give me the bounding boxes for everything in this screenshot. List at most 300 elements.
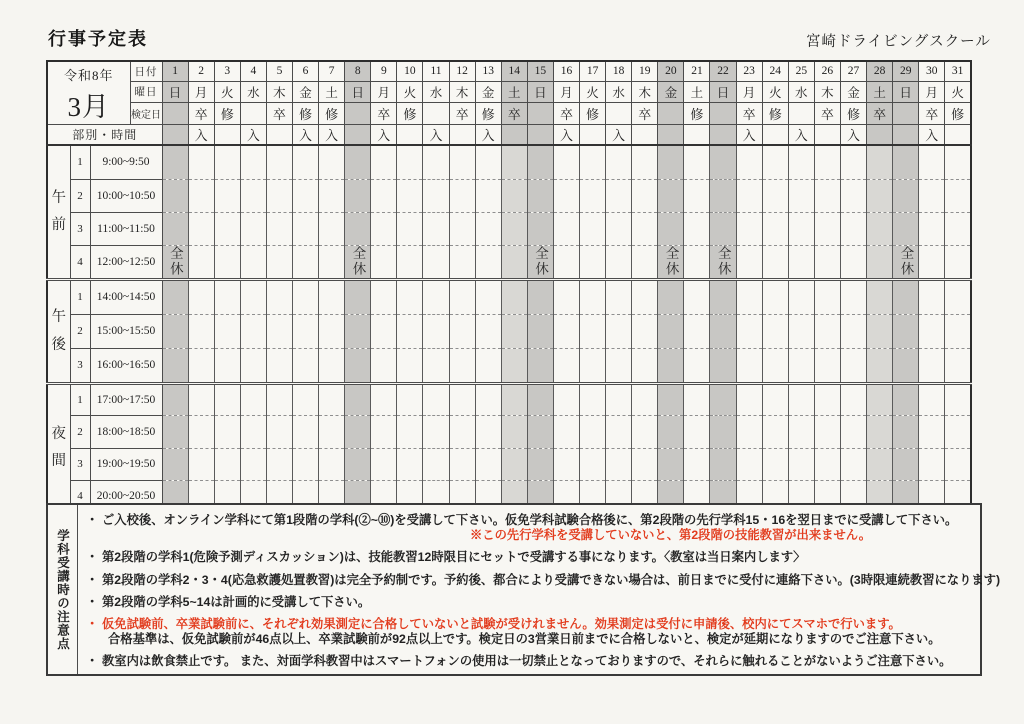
schedule-cell [658, 279, 684, 314]
schedule-cell [893, 314, 919, 348]
section-label: 午 後 [47, 279, 70, 383]
date-cell: 23 [736, 61, 762, 81]
entry-mark-cell [449, 125, 475, 146]
schedule-cell [919, 212, 945, 245]
schedule-cell [762, 314, 788, 348]
schedule-cell [240, 415, 266, 448]
weekday-cell: 金 [840, 81, 866, 102]
closed-all-day-label: 全休 [533, 245, 549, 277]
schedule-cell [945, 383, 971, 415]
schedule-cell [580, 415, 606, 448]
note-text: ご入校後、オンライン学科にて第1段階の学科(②~⑩)を受講して下さい。仮免学科試験合格後に、第2段階の先行学科15・16を翌日までに受講して下さい。 [102, 513, 958, 527]
schedule-cell [397, 279, 423, 314]
schedule-cell [188, 314, 214, 348]
schedule-cell [553, 279, 579, 314]
entry-mark-cell [814, 125, 840, 146]
schedule-cell [632, 145, 658, 179]
schedule-cell [527, 212, 553, 245]
date-cell: 18 [606, 61, 632, 81]
exam-mark-cell: 修 [397, 102, 423, 124]
schedule-cell [658, 245, 684, 279]
schedule-cell [371, 145, 397, 179]
schedule-cell [423, 314, 449, 348]
weekday-cell: 水 [606, 81, 632, 102]
note-text: 教室内は飲食禁止です。 また、対面学科教習中はスマートフォンの使用は一切禁止となっておりますので、それらに触れることがないようご注意下さい。 [102, 654, 952, 669]
schedule-cell [345, 179, 371, 212]
schedule-cell [893, 179, 919, 212]
schedule-cell [684, 415, 710, 448]
note-item [86, 617, 1000, 647]
weekday-cell: 金 [475, 81, 501, 102]
schedule-cell [919, 383, 945, 415]
exam-mark-cell [710, 102, 736, 124]
notes-side-label: 学科受講時の注意点 [48, 505, 78, 674]
schedule-cell [867, 279, 893, 314]
schedule-cell [814, 279, 840, 314]
schedule-cell [840, 348, 866, 383]
date-cell: 15 [527, 61, 553, 81]
exam-mark-cell: 修 [214, 102, 240, 124]
schedule-cell [553, 448, 579, 480]
schedule-cell [893, 279, 919, 314]
schedule-cell [371, 314, 397, 348]
weekday-cell: 土 [319, 81, 345, 102]
schedule-cell [449, 448, 475, 480]
schedule-cell [867, 383, 893, 415]
entry-mark-cell [397, 125, 423, 146]
entry-mark-cell: 入 [292, 125, 318, 146]
schedule-cell [371, 212, 397, 245]
schedule-cell [580, 348, 606, 383]
weekday-cell: 日 [345, 81, 371, 102]
schedule-cell [788, 383, 814, 415]
schedule-cell [867, 448, 893, 480]
schedule-cell [632, 245, 658, 279]
weekday-cell: 月 [553, 81, 579, 102]
note-text: 第2段階の学科1(危険予測ディスカッション)は、技能教習12時限目にセットで受講する事になります。〈教室は当日案内します〉 [102, 550, 806, 565]
note-bullet: ・ [86, 594, 99, 609]
note-item [86, 595, 1000, 610]
note-line [86, 654, 1000, 669]
entry-mark-cell: 入 [475, 125, 501, 146]
schedule-cell [292, 145, 318, 179]
schedule-cell [840, 415, 866, 448]
schedule-cell [188, 348, 214, 383]
weekday-cell: 月 [736, 81, 762, 102]
schedule-cell [893, 415, 919, 448]
weekday-cell: 木 [632, 81, 658, 102]
schedule-cell [945, 279, 971, 314]
entry-mark-cell [266, 125, 292, 146]
date-cell: 28 [867, 61, 893, 81]
exam-mark-cell: 卒 [266, 102, 292, 124]
schedule-cell [945, 145, 971, 179]
schedule-cell [162, 383, 188, 415]
period-time: 20:00~20:50 [90, 480, 162, 512]
schedule-cell [319, 212, 345, 245]
schedule-cell [658, 415, 684, 448]
schedule-cell [162, 348, 188, 383]
schedule-cell [266, 383, 292, 415]
weekday-cell: 日 [893, 81, 919, 102]
date-cell: 19 [632, 61, 658, 81]
exam-mark-cell [788, 102, 814, 124]
period-time: 17:00~17:50 [90, 383, 162, 415]
schedule-cell [371, 415, 397, 448]
schedule-cell [345, 314, 371, 348]
schedule-cell [527, 179, 553, 212]
schedule-cell [736, 212, 762, 245]
schedule-cell [945, 212, 971, 245]
exam-mark-cell: 卒 [867, 102, 893, 124]
date-cell: 31 [945, 61, 971, 81]
schedule-cell [162, 179, 188, 212]
schedule-cell [397, 314, 423, 348]
note-bullet: ・ [86, 513, 99, 527]
schedule-cell [214, 212, 240, 245]
period-number: 3 [70, 348, 90, 383]
schedule-cell [736, 245, 762, 279]
schedule-cell [423, 279, 449, 314]
schedule-cell [684, 145, 710, 179]
note-bullet: ・ [86, 654, 99, 669]
schedule-cell [893, 145, 919, 179]
schedule-cell [475, 314, 501, 348]
schedule-cell [214, 348, 240, 383]
schedule-cell [188, 448, 214, 480]
schedule-cell [423, 348, 449, 383]
exam-mark-cell: 卒 [736, 102, 762, 124]
entry-mark-cell: 入 [919, 125, 945, 146]
schedule-cell [423, 212, 449, 245]
section-label: 夜 間 [47, 383, 70, 512]
date-cell: 27 [840, 61, 866, 81]
schedule-cell [762, 415, 788, 448]
schedule-cell [710, 245, 736, 279]
date-cell: 3 [214, 61, 240, 81]
schedule-cell [788, 145, 814, 179]
schedule-cell [840, 279, 866, 314]
schedule-cell [475, 212, 501, 245]
period-number: 2 [70, 179, 90, 212]
exam-mark-cell: 修 [319, 102, 345, 124]
schedule-cell [501, 314, 527, 348]
schedule-cell [527, 145, 553, 179]
schedule-cell [449, 145, 475, 179]
schedule-cell [214, 145, 240, 179]
schedule-cell [319, 145, 345, 179]
date-cell: 1 [162, 61, 188, 81]
schedule-cell [214, 279, 240, 314]
date-cell: 24 [762, 61, 788, 81]
exam-mark-cell: 卒 [371, 102, 397, 124]
schedule-cell [292, 179, 318, 212]
schedule-cell [736, 145, 762, 179]
schedule-cell [449, 212, 475, 245]
schedule-cell [814, 348, 840, 383]
weekday-cell: 月 [919, 81, 945, 102]
note-item [86, 654, 1000, 669]
weekday-cell: 木 [814, 81, 840, 102]
school-name: 宮崎ドライビングスクール [806, 34, 991, 50]
schedule-cell [632, 348, 658, 383]
schedule-cell [606, 145, 632, 179]
date-cell: 10 [397, 61, 423, 81]
entry-mark-cell: 入 [423, 125, 449, 146]
schedule-cell [319, 279, 345, 314]
schedule-cell [345, 383, 371, 415]
schedule-cell [867, 145, 893, 179]
schedule-cell [788, 314, 814, 348]
month-label: 3月 [67, 92, 110, 122]
period-time: 12:00~12:50 [90, 245, 162, 279]
schedule-cell [945, 415, 971, 448]
schedule-cell [580, 383, 606, 415]
weekday-cell: 木 [449, 81, 475, 102]
exam-mark-cell: 修 [840, 102, 866, 124]
section-label: 午 前 [47, 145, 70, 279]
schedule-cell [736, 279, 762, 314]
date-cell: 12 [449, 61, 475, 81]
schedule-cell [606, 245, 632, 279]
schedule-cell [710, 279, 736, 314]
page-title: 行事予定表 [48, 29, 148, 49]
date-cell: 25 [788, 61, 814, 81]
schedule-cell [423, 179, 449, 212]
date-cell: 20 [658, 61, 684, 81]
schedule-cell [475, 448, 501, 480]
exam-mark-cell [527, 102, 553, 124]
schedule-cell [632, 279, 658, 314]
schedule-cell [501, 448, 527, 480]
schedule-cell [345, 212, 371, 245]
schedule-cell [371, 245, 397, 279]
schedule-cell [188, 245, 214, 279]
schedule-cell [553, 314, 579, 348]
schedule-cell [553, 212, 579, 245]
schedule-cell [840, 145, 866, 179]
schedule-cell [501, 245, 527, 279]
entry-mark-cell [214, 125, 240, 146]
schedule-cell [188, 145, 214, 179]
exam-mark-cell [423, 102, 449, 124]
schedule-cell [449, 383, 475, 415]
schedule-cell [527, 383, 553, 415]
schedule-cell [606, 314, 632, 348]
schedule-cell [475, 348, 501, 383]
schedule-cell [919, 245, 945, 279]
weekday-cell: 火 [762, 81, 788, 102]
schedule-cell [501, 348, 527, 383]
schedule-cell [684, 179, 710, 212]
schedule-cell [214, 415, 240, 448]
note-text: 第2段階の学科2・3・4(応急救護処置教習)は完全予約制です。予約後、都合により受講できない場合は、前日までに受付に連絡下さい。(3時限連続教習になります) [102, 572, 1001, 587]
schedule-cell [292, 245, 318, 279]
exam-mark-cell: 修 [475, 102, 501, 124]
schedule-cell [345, 279, 371, 314]
exam-mark-cell: 修 [684, 102, 710, 124]
schedule-cell [736, 314, 762, 348]
period-time: 9:00~9:50 [90, 145, 162, 179]
schedule-cell [658, 179, 684, 212]
date-cell: 21 [684, 61, 710, 81]
schedule-cell [580, 145, 606, 179]
schedule-cell [919, 448, 945, 480]
weekday-cell: 土 [867, 81, 893, 102]
weekday-cell: 金 [292, 81, 318, 102]
weekday-cell: 金 [658, 81, 684, 102]
entry-mark-cell [710, 125, 736, 146]
schedule-cell [214, 245, 240, 279]
note-line [108, 632, 1000, 647]
schedule-cell [606, 415, 632, 448]
schedule-cell [214, 448, 240, 480]
schedule-cell [266, 245, 292, 279]
schedule-cell [214, 314, 240, 348]
exam-mark-cell: 修 [292, 102, 318, 124]
schedule-cell [475, 179, 501, 212]
period-time: 18:00~18:50 [90, 415, 162, 448]
entry-mark-cell [867, 125, 893, 146]
entry-mark-cell [345, 125, 371, 146]
exam-mark-cell [345, 102, 371, 124]
schedule-cell [893, 448, 919, 480]
schedule-cell [814, 314, 840, 348]
schedule-cell [919, 314, 945, 348]
schedule-cell [501, 383, 527, 415]
schedule-cell [240, 314, 266, 348]
schedule-cell [397, 179, 423, 212]
schedule-cell [632, 212, 658, 245]
schedule-cell [527, 448, 553, 480]
schedule-cell [710, 415, 736, 448]
schedule-cell [397, 145, 423, 179]
exam-mark-cell: 修 [762, 102, 788, 124]
exam-mark-cell [240, 102, 266, 124]
schedule-cell [580, 448, 606, 480]
schedule-cell [788, 448, 814, 480]
schedule-cell [449, 314, 475, 348]
notes-box [46, 503, 1001, 676]
era-year-label: 令和8年 [64, 68, 114, 83]
period-number: 3 [70, 448, 90, 480]
schedule-cell [762, 179, 788, 212]
schedule-cell [710, 212, 736, 245]
entry-mark-cell [893, 125, 919, 146]
schedule-cell [814, 415, 840, 448]
schedule-cell [553, 348, 579, 383]
schedule-cell [240, 348, 266, 383]
schedule-cell [527, 279, 553, 314]
schedule-cell [553, 415, 579, 448]
schedule-cell [397, 245, 423, 279]
schedule-cell [188, 179, 214, 212]
schedule-cell [788, 415, 814, 448]
schedule-cell [423, 383, 449, 415]
schedule-cell [658, 145, 684, 179]
schedule-cell [292, 212, 318, 245]
schedule-cell [292, 383, 318, 415]
notes-list [78, 505, 1006, 674]
schedule-cell [553, 145, 579, 179]
date-cell: 17 [580, 61, 606, 81]
schedule-cell [658, 212, 684, 245]
closed-all-day-label: 全休 [663, 245, 679, 277]
weekday-cell: 火 [214, 81, 240, 102]
schedule-cell [658, 348, 684, 383]
schedule-cell [527, 415, 553, 448]
date-cell: 4 [240, 61, 266, 81]
period-time: 16:00~16:50 [90, 348, 162, 383]
period-number: 2 [70, 415, 90, 448]
date-cell: 6 [292, 61, 318, 81]
note-bullet: ・ [86, 572, 99, 587]
period-time: 19:00~19:50 [90, 448, 162, 480]
schedule-cell [606, 348, 632, 383]
schedule-cell [867, 314, 893, 348]
schedule-cell [606, 179, 632, 212]
schedule-cell [423, 448, 449, 480]
schedule-cell [762, 145, 788, 179]
schedule-cell [814, 179, 840, 212]
schedule-cell [736, 348, 762, 383]
schedule-cell [893, 348, 919, 383]
exam-mark-cell: 修 [945, 102, 971, 124]
date-cell: 30 [919, 61, 945, 81]
schedule-cell [762, 212, 788, 245]
schedule-cell [580, 314, 606, 348]
schedule-cell [266, 348, 292, 383]
closed-all-day-label: 全休 [715, 245, 731, 277]
schedule-cell [632, 314, 658, 348]
schedule-cell [319, 179, 345, 212]
date-cell: 16 [553, 61, 579, 81]
schedule-cell [840, 448, 866, 480]
schedule-cell [945, 179, 971, 212]
date-cell: 14 [501, 61, 527, 81]
schedule-cell [162, 245, 188, 279]
period-number: 1 [70, 145, 90, 179]
period-time: 11:00~11:50 [90, 212, 162, 245]
weekday-cell: 日 [162, 81, 188, 102]
schedule-cell [292, 279, 318, 314]
weekday-cell: 水 [240, 81, 266, 102]
schedule-cell [240, 179, 266, 212]
schedule-cell [893, 383, 919, 415]
schedule-cell [840, 212, 866, 245]
date-cell: 2 [188, 61, 214, 81]
note-line [86, 573, 1000, 588]
exam-mark-cell [893, 102, 919, 124]
exam-mark-cell [606, 102, 632, 124]
schedule-cell [814, 245, 840, 279]
schedule-cell [736, 179, 762, 212]
period-number: 1 [70, 279, 90, 314]
schedule-cell [814, 145, 840, 179]
schedule-cell [658, 383, 684, 415]
schedule-cell [710, 383, 736, 415]
schedule-cell [945, 245, 971, 279]
weekday-cell: 月 [188, 81, 214, 102]
period-time: 10:00~10:50 [90, 179, 162, 212]
schedule-cell [162, 145, 188, 179]
schedule-cell [475, 245, 501, 279]
entry-mark-cell [162, 125, 188, 146]
schedule-cell [319, 448, 345, 480]
schedule-cell [319, 245, 345, 279]
schedule-cell [867, 415, 893, 448]
weekday-cell: 火 [397, 81, 423, 102]
